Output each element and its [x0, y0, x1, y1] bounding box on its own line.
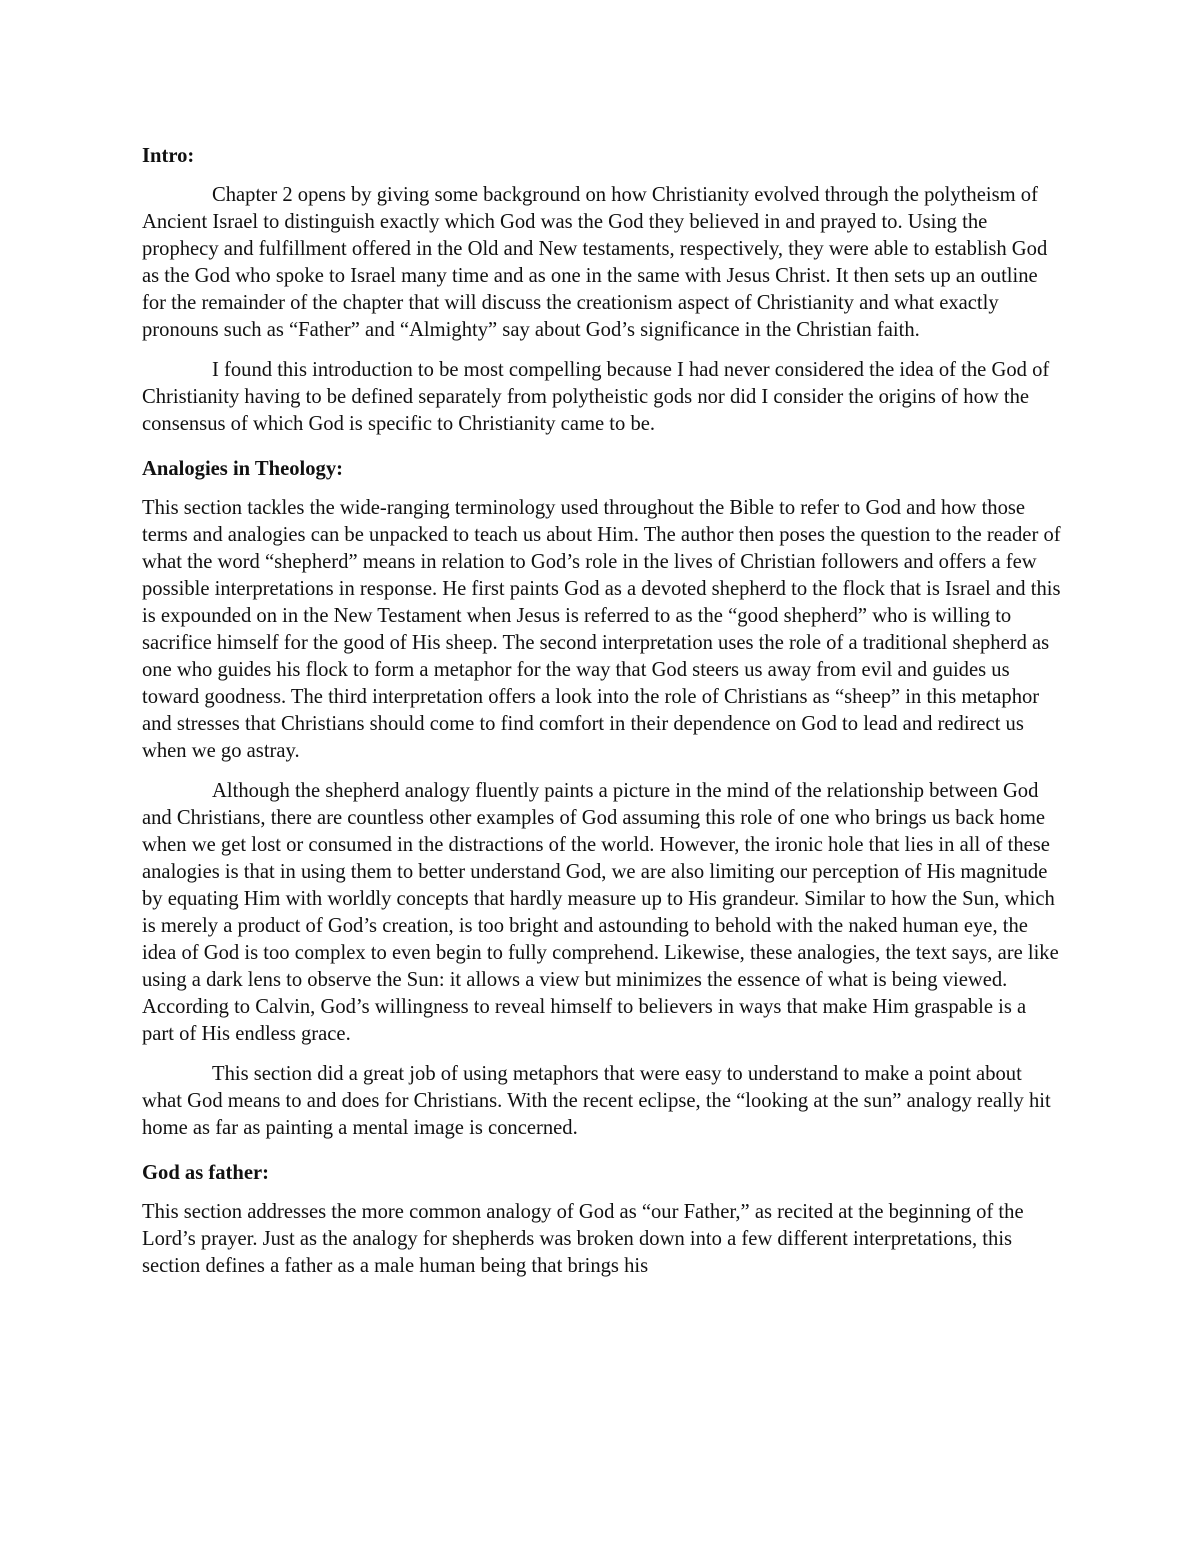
god-as-father-paragraph-1: This section addresses the more common analogy of God as “our Father,” as recited at the beginning of the Lord’s prayer. Just as the analogy for shepherds was broken down into a few different interpretations, this section defines a father as a male human being that brings his	[142, 1201, 1024, 1277]
analogies-paragraph-1: This section tackles the wide-ranging terminology used throughout the Bible to refer to God and how those terms and analogies can be unpacked to teach us about Him. The author then poses the question to the reader of what the word “shepherd” means in relation to God’s role in the lives of Christian followers and offers a few possible interpretations in response. He first paints God as a devoted shepherd to the flock that is Israel and this is expounded on in the New Testament when Jesus is referred to as the “good shepherd” who is willing to sacrifice himself for the good of His sheep. The second interpretation uses the role of a traditional shepherd as one who guides his flock to form a metaphor for the way that God steers us away from evil and guides us toward goodness. The third interpretation offers a look into the role of Christians as “sheep” in this metaphor and stresses that Christians should come to find comfort in their dependence on God to lead and redirect us when we go astray.	[142, 497, 1061, 762]
section-heading-analogies: Analogies in Theology:	[142, 458, 344, 480]
document-page	[142, 143, 1062, 1293]
intro-paragraph-2: I found this introduction to be most compelling because I had never considered the idea of the God of Christianity having to be defined separately from polytheistic gods nor did I consider the origins of how the consensus of which God is specific to Christianity came to be.	[142, 359, 1050, 435]
analogies-paragraph-3: This section did a great job of using metaphors that were easy to understand to make a point about what God means to and does for Christians. With the recent eclipse, the “looking at the sun” analogy really hit home as far as painting a mental image is concerned.	[142, 1063, 1051, 1139]
section-heading-god-as-father: God as father:	[142, 1162, 269, 1184]
intro-paragraph-1: Chapter 2 opens by giving some background on how Christianity evolved through the polytheism of Ancient Israel to distinguish exactly which God was the God they believed in and prayed to. Using the prophecy and fulfillment offered in the Old and New testaments, respectively, they were able to establish God as the God who spoke to Israel many time and as one in the same with Jesus Christ. It then sets up an outline for the remainder of the chapter that will discuss the creationism aspect of Christianity and what exactly pronouns such as “Father” and “Almighty” say about God’s significance in the Christian faith.	[142, 184, 1048, 341]
analogies-paragraph-2: Although the shepherd analogy fluently paints a picture in the mind of the relationship between God and Christians, there are countless other examples of God assuming this role of one who brings us back home when we get lost or consumed in the distractions of the world. However, the ironic hole that lies in all of these analogies is that in using them to better understand God, we are also limiting our perception of His magnitude by equating Him with worldly concepts that hardly measure up to His grandeur. Similar to how the Sun, which is merely a product of God’s creation, is too bright and astounding to behold with the naked human eye, the idea of God is too complex to even begin to fully comprehend. Likewise, these analogies, the text says, are like using a dark lens to observe the Sun: it allows a view but minimizes the essence of what is being viewed. According to Calvin, God’s willingness to reveal himself to believers in ways that make Him graspable is a part of His endless grace.	[142, 780, 1059, 1045]
section-heading-intro: Intro:	[142, 145, 195, 167]
